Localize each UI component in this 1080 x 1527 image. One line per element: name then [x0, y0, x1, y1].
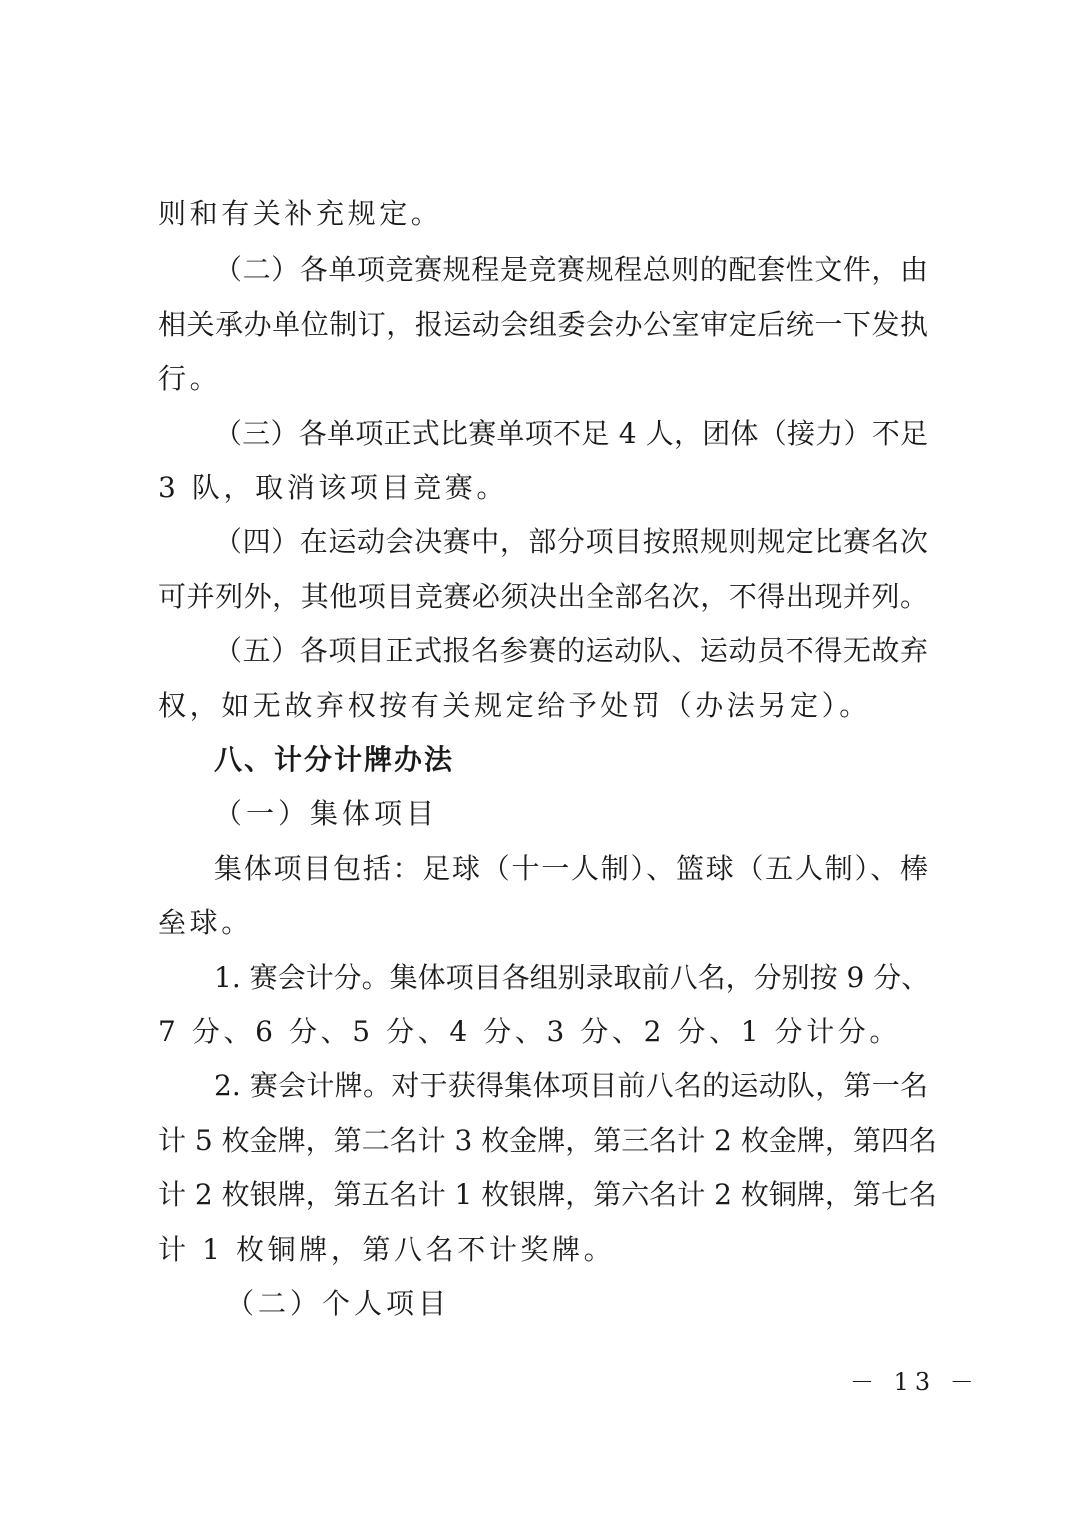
subsection-heading: （一）集体项目 — [214, 797, 439, 830]
paragraph-line: 相关承办单位制订，报运动会组委会办公室审定后统一下发执 — [158, 308, 928, 341]
paragraph-line: 7 分、6 分、5 分、4 分、3 分、2 分、1 分计分。 — [158, 1015, 902, 1048]
paragraph-line: 可并列外，其他项目竞赛必须决出全部名次，不得出现并列。 — [158, 580, 928, 613]
paragraph-line: 1. 赛会计分。集体项目各组别录取前八名，分别按 9 分、 — [214, 961, 930, 994]
paragraph-line: 权，如无故弃权按有关规定给予处罚（办法另定）。 — [158, 689, 871, 722]
paragraph-line: 计 1 枚铜牌，第八名不计奖牌。 — [158, 1233, 616, 1266]
paragraph-line: 垒球。 — [158, 906, 253, 939]
paragraph-line: （三）各单项正式比赛单项不足 4 人，团体（接力）不足 — [214, 417, 928, 450]
paragraph-line: 集体项目包括：足球（十一人制）、篮球（五人制）、棒 — [214, 852, 928, 885]
paragraph-line: （二）各单项竞赛规程是竞赛规程总则的配套性文件，由 — [214, 253, 928, 286]
section-heading: 八、计分计牌办法 — [214, 743, 455, 776]
page-number: － 13 － — [850, 1368, 980, 1396]
paragraph-line: 计 2 枚银牌，第五名计 1 枚银牌，第六名计 2 枚铜牌，第七名 — [158, 1178, 937, 1211]
paragraph-line: （五）各项目正式报名参赛的运动队、运动员不得无故弃 — [214, 634, 928, 667]
subsection-heading: （二）个人项目 — [226, 1287, 451, 1320]
paragraph-line: 3 队，取消该项目竞赛。 — [158, 471, 508, 504]
paragraph-line: 行。 — [158, 362, 222, 395]
paragraph-line: 则和有关补充规定。 — [158, 197, 443, 230]
paragraph-line: （四）在运动会决赛中，部分项目按照规则规定比赛名次 — [214, 525, 928, 558]
paragraph-line: 2. 赛会计牌。对于获得集体项目前八名的运动队，第一名 — [214, 1069, 928, 1102]
paragraph-line: 计 5 枚金牌，第二名计 3 枚金牌，第三名计 2 枚金牌，第四名 — [158, 1124, 937, 1157]
